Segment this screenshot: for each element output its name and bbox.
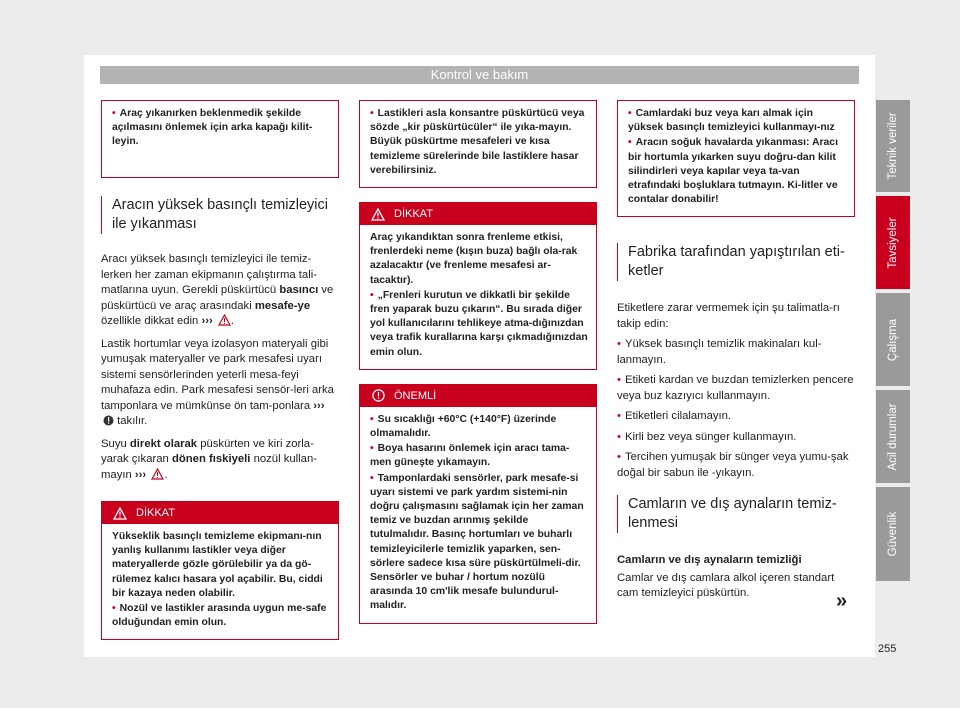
side-tab-safety[interactable]: Güvenlik — [876, 487, 910, 581]
paragraph-1: Aracı yüksek basınçlı temizleyici ile temiz-lerken her zaman ekipmanın çalıştırma tali-matlarına uyun. Gerekli püskürtücü basıncı ve püskürtücü ve araç arasındaki mesafe-ye özellikle dikkat edin ››› . — [101, 252, 339, 332]
windows-text: Camlar ve dış camlara alkol içeren standart cam temizleyici püskürtün. — [617, 571, 835, 600]
paragraph-3: Suyu direkt olarak püskürten ve kiri zorla-yarak çıkaran dönen fıskiyeli nozül kullan-mayın ››› . — [101, 437, 339, 486]
warning-body — [360, 225, 596, 369]
warning-box-brakes — [359, 202, 597, 370]
warning-header — [360, 203, 596, 225]
important-item: • Boya hasarını önlemek için aracı tama-men güneşte yıkamayın. — [370, 442, 588, 470]
section-heading-labels: Fabrika tarafından yapıştırılan eti-ketler — [617, 243, 855, 281]
side-tab-operation[interactable]: Çalışma — [876, 293, 910, 386]
ref-arrow[interactable]: ››› — [134, 468, 147, 481]
warning-box-pressure — [101, 501, 339, 640]
warning-triangle-icon — [112, 505, 128, 521]
labels-intro: Etiketlere zarar vermemek için şu talimatla-rı takip edin: — [617, 302, 840, 330]
warning-title: DİKKAT — [136, 507, 175, 519]
warning-triangle-icon — [218, 314, 231, 332]
warning-triangle-icon — [151, 468, 164, 486]
side-tab-technical[interactable]: Teknik veriler — [876, 100, 910, 192]
warning-triangle-icon — [370, 206, 386, 222]
tire-tip-bullet: • Lastikleri asla konsantre püskürtücü veya sözde „kir püskürtücüler“ ile yıka-mayın. Büyük püskürtme mesafeleri ve kısa temizleme sürelerinde bile lastiklere hasar verebilirsiniz. — [370, 107, 588, 178]
warning-body — [102, 524, 338, 639]
warning-text: Araç yıkandıktan sonra frenleme etkisi, frenlerdeki neme (kışın buza) bağlı ola-rak azalacaktır (ve frenleme mesafesi ar-tacaktır). — [370, 232, 578, 286]
side-tab-recommendations[interactable]: Tavsiyeler — [876, 196, 910, 289]
paragraph-2: Lastik hortumlar veya izolasyon materyali gibi yumuşak materyaller ve park mesafesi uyarı sistemi sensörlerinden yeterli mesa-feyi muhafaza edin. Park mesafesi sensör-leri arka tamponlara ve mümkünse ön tam-ponlara ››› takılır. — [101, 337, 339, 432]
info-circle-icon — [370, 388, 386, 404]
continue-mark: » — [836, 590, 848, 612]
tire-tip-box — [359, 100, 597, 188]
warning-bullet: • „Frenleri kurutun ve dikkatli bir şekilde fren yaparak buzu çıkarın“. Bu sırada diğer yol kullanıcılarını tehlikeye atma-dığınızdan veya trafik kurallarına karşı çıkmadığınızdan emin olun. — [370, 289, 588, 360]
windows-section-body — [617, 553, 855, 602]
winter-tip-box — [617, 100, 855, 217]
winter-tip-bullet: • Camlardaki buz veya karı almak için yüksek basınçlı temizleyici kullanmayı-nız — [628, 107, 846, 135]
section-heading-windows: Camların ve dış aynaların temiz-lenmesi — [617, 495, 855, 533]
column-2 — [359, 100, 597, 624]
column-3 — [617, 100, 855, 607]
section-body — [101, 252, 339, 485]
info-circle-icon — [103, 415, 114, 432]
important-box — [359, 384, 597, 624]
labels-bullet: • Etiketleri cilalamayın. — [617, 409, 855, 425]
warning-title: DİKKAT — [394, 208, 433, 221]
windows-subheading: Camların ve dış aynaların temizliği — [617, 554, 802, 567]
ref-arrow[interactable]: ››› — [201, 315, 213, 327]
important-item: • Tamponlardaki sensörler, park mesafe-si uyarı sistemi ve park yardım sistemi-nin doğru çalışmasını sağlamak için her zaman temiz ve buzdan arınmış şekilde tutulmalıdır. Basınç hortumları ve buharlı temizleyicilerle temizlik yaparken, sen-sörlere sadece kısa süre püskürtülmeli-dir. Sensörler ve buhar / hortum nozülü arasında 10 cm'lik mesafe bulundurul-malıdır. — [370, 472, 588, 614]
labels-bullet: • Tercihen yumuşak bir sünger veya yumu-şak doğal bir sabun ile -yıkayın. — [617, 450, 855, 481]
warning-header — [102, 502, 338, 524]
important-header — [360, 385, 596, 407]
page-header: Kontrol ve bakım — [100, 66, 859, 84]
column-1 — [101, 100, 339, 640]
tip-bullet: • Araç yıkanırken beklenmedik şekilde açılmasını önlemek için arka kapağı kilit-leyin. — [112, 107, 330, 150]
labels-bullet: • Kirli bez veya sünger kullanmayın. — [617, 430, 855, 446]
labels-section-body — [617, 301, 855, 481]
ref-arrow[interactable]: ››› — [313, 399, 325, 412]
important-body — [360, 407, 596, 623]
page-number: 255 — [878, 643, 897, 655]
tip-box — [101, 100, 339, 178]
section-heading-pressure-wash: Aracın yüksek basınçlı temizleyici ile yıkanması — [101, 196, 339, 234]
winter-tip-bullet: • Aracın soğuk havalarda yıkanması: Aracı bir hortumla yıkarken suyu doğru-dan kilit silindirleri veya kapılar veya ta-van etrafındaki boşluklara tutmayın. Ki-litler ve contalar donabilir! — [628, 136, 846, 207]
warning-text: Yükseklik basınçlı temizleme ekipmanı-nın yanlış kullanımı lastikler veya diğer materyallerde gözle görülebilir ya da gö-rülemez kalıcı hasara yol açabilir. Bu, ciddi bir kazaya neden olabilir. — [112, 531, 323, 599]
labels-bullet: • Etiketi kardan ve buzdan temizlerken pencere veya buz kazıyıcı kullanmayın. — [617, 373, 855, 404]
important-item: • Su sıcaklığı +60°C (+140°F) üzerinde olmamalıdır. — [370, 413, 588, 441]
warning-bullet: • Nozül ve lastikler arasında uygun me-safe olduğundan emin olun. — [112, 602, 330, 630]
labels-bullet: • Yüksek basınçlı temizlik makinaları kul-lanmayın. — [617, 337, 855, 368]
side-tab-emergency[interactable]: Acil durumlar — [876, 390, 910, 483]
important-title: ÖNEMLİ — [394, 389, 437, 402]
